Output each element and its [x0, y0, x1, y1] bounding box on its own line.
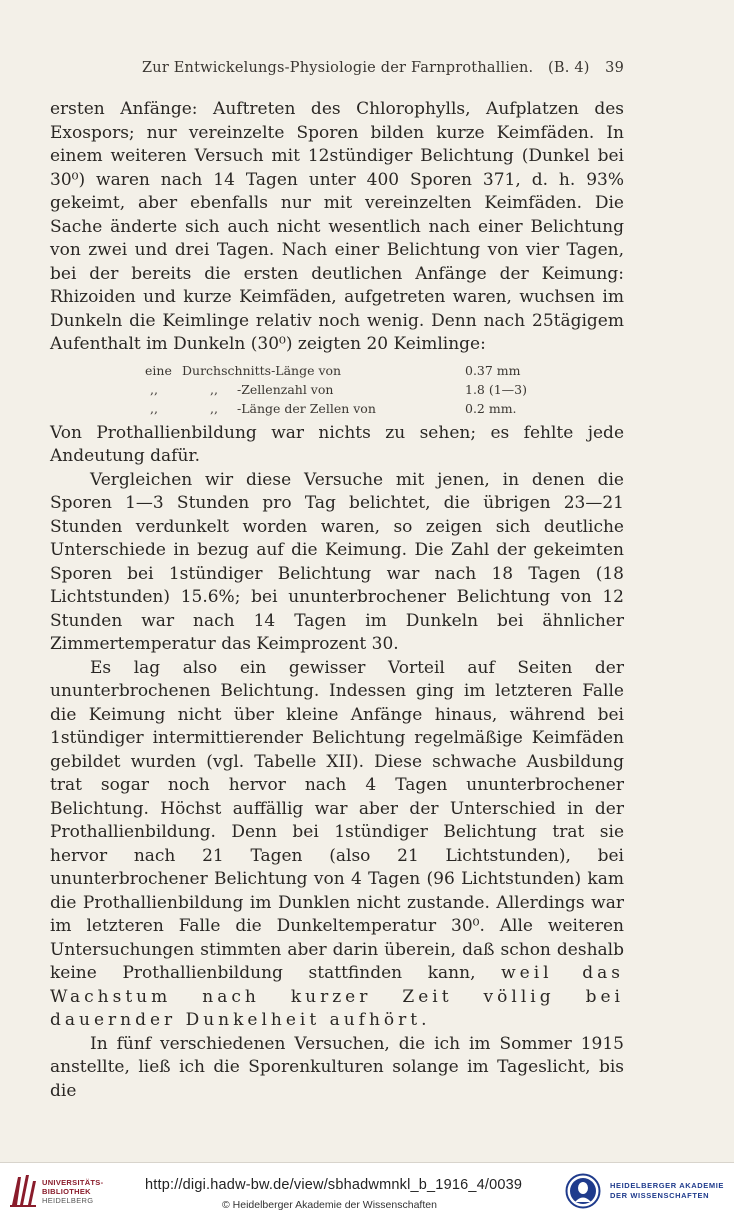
running-head-title: Zur Entwickelungs-Physiologie der Farnprothallien.: [142, 60, 534, 76]
measurement-label: Durchschnitts-Länge von: [182, 362, 342, 378]
measurement-value: 0.37 mm: [465, 362, 521, 378]
ditto-mark: ,,: [210, 381, 218, 397]
paragraph-2: Von Prothallienbildung war nichts zu sehen; es fehlte jede Andeutung dafür.: [50, 422, 624, 466]
paragraph-1: ersten Anfänge: Auftreten des Chlorophylls, Aufplatzen des Exospors; nur vereinzelte Sporen bilden kurze Keimfäden. In einem weiteren Versuch mit 12stündiger Belichtung (Dunkel bei 30⁰) waren nach 14 Tagen unter 400 Sporen 371, d. h. 93% gekeimt, aber ebenfalls nur mit vereinzelten Keimfäden. Die Sache änderte sich auch nicht wesentlich nach einer Belichtung von zwei und drei Tagen. Nach einer Belichtung von vier Tagen, bei der bereits die ersten deutlichen Anfänge der Keimung: Rhizoiden und kurze Keimfäden, aufgetreten waren, wuchsen im Dunkeln die Keimlinge relativ noch wenig. Denn nach 25tägigem Aufenthalt im Dunkeln (30⁰) zeigten 20 Keimlinge:: [50, 99, 624, 354]
library-name-line2: BIBLIOTHEK: [42, 1187, 91, 1196]
running-head-volume: (B. 4): [548, 60, 590, 76]
academy-name-line2: DER WISSENSCHAFTEN: [610, 1191, 710, 1200]
measurement-subject: eine: [145, 362, 172, 378]
university-library-name: [42, 1178, 103, 1205]
measurement-row: [50, 361, 624, 380]
library-city: HEIDELBERG: [42, 1196, 94, 1205]
spaced-emphasis: weil das Wachstum nach kurzer Zeit völlig bei dauernder Dunkelheit aufhört.: [50, 963, 624, 1030]
ditto-mark: ,,: [210, 400, 218, 416]
measurement-label: -Zellenzahl von: [237, 381, 334, 397]
ditto-mark: ,,: [150, 400, 158, 416]
academy-seal-icon: [565, 1173, 601, 1209]
copyright-notice: © Heidelberger Akademie der Wissenschaften: [222, 1199, 437, 1211]
page-number: 39: [605, 60, 624, 76]
measurement-row: [50, 399, 624, 418]
body-text: [50, 98, 624, 1103]
measurement-table: [50, 361, 624, 418]
measurement-row: [50, 380, 624, 399]
footer-bar: [0, 1162, 734, 1217]
paragraph-4-text: Es lag also ein gewisser Vorteil auf Seiten der ununterbrochenen Belichtung. Indessen ging im letzteren Falle die Keimung nicht über kleine Anfänge hinaus, während bei 1stündiger intermittierender Belichtung regelmäßige Keimfäden gebildet wurden (vgl. Tabelle XII). Diese schwache Ausbildung trat sogar noch hervor nach 4 Tagen ununterbrochener Belichtung. Höchst auffällig war aber der Unterschied in der Prothallienbildung. Denn bei 1stündiger Belichtung trat sie hervor nach 21 Tagen (also 21 Lichtstunden), bei ununterbrochener Belichtung von 4 Tagen (96 Lichtstunden) kam die Prothallienbildung im Dunklen nicht zustande. Allerdings war im letzteren Falle die Dunkeltemperatur 30⁰. Alle weiteren Untersuchungen stimmten aber darin überein, daß schon deshalb keine Prothallienbildung stattfinden kann,: [50, 657, 624, 983]
university-library-logo-icon: [8, 1171, 38, 1209]
ditto-mark: ,,: [150, 381, 158, 397]
paragraph-5: In fünf verschiedenen Versuchen, die ich im Sommer 1915 anstellte, ließ ich die Sporenkulturen solange im Tageslicht, bis die: [50, 1033, 624, 1101]
measurement-value: 1.8 (1—3): [465, 381, 528, 397]
academy-name: [610, 1181, 724, 1201]
measurement-label: -Länge der Zellen von: [237, 400, 376, 416]
measurement-value: 0.2 mm.: [465, 400, 517, 416]
paragraph-3: Vergleichen wir diese Versuche mit jenen, in denen die Sporen 1—3 Stunden pro Tag belichtet, die übrigen 23—21 Stunden verdunkelt worden waren, so zeigen sich deutliche Unterschiede in bezug auf die Keimung. Die Zahl der gekeimten Sporen bei 1stündiger Belichtung war nach 18 Tagen (18 Lichtstunden) 15.6%; bei ununterbrochener Belichtung von 12 Stunden war nach 14 Tagen im Dunkeln bei ähnlicher Zimmertemperatur das Keimprozent 30.: [50, 469, 624, 654]
paragraph-4: [50, 657, 624, 1033]
academy-name-line1: HEIDELBERGER AKADEMIE: [610, 1181, 724, 1190]
library-name-line1: UNIVERSITÄTS-: [42, 1178, 104, 1187]
permalink-url[interactable]: http://digi.hadw-bw.de/view/sbhadwmnkl_b_1916_4/0039: [145, 1177, 523, 1193]
